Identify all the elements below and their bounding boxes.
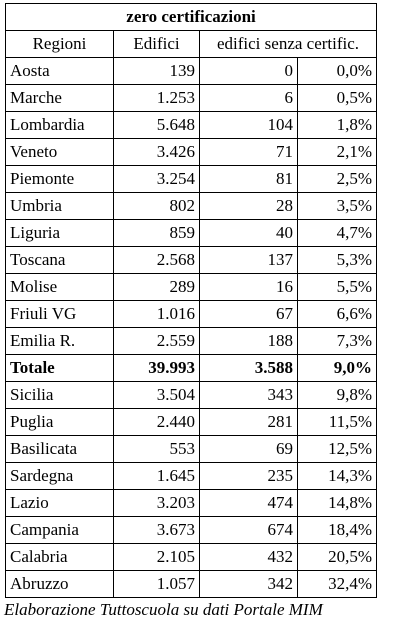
buildings-cell: 802 xyxy=(114,193,200,220)
region-cell: Toscana xyxy=(6,247,114,274)
table-row xyxy=(6,139,377,166)
region-cell: Basilicata xyxy=(6,436,114,463)
buildings-cell: 3.254 xyxy=(114,166,200,193)
region-cell: Puglia xyxy=(6,409,114,436)
percentage-cell: 7,3% xyxy=(298,328,377,355)
without-cert-cell: 71 xyxy=(200,139,298,166)
without-cert-cell: 432 xyxy=(200,544,298,571)
buildings-cell: 2.105 xyxy=(114,544,200,571)
without-cert-cell: 69 xyxy=(200,436,298,463)
without-cert-cell: 3.588 xyxy=(200,355,298,382)
region-cell: Umbria xyxy=(6,193,114,220)
without-cert-cell: 342 xyxy=(200,571,298,598)
percentage-cell: 18,4% xyxy=(298,517,377,544)
table-row xyxy=(6,58,377,85)
region-cell: Totale xyxy=(6,355,114,382)
buildings-cell: 1.253 xyxy=(114,85,200,112)
region-cell: Emilia R. xyxy=(6,328,114,355)
table-title: zero certificazioni xyxy=(6,4,377,31)
without-cert-cell: 104 xyxy=(200,112,298,139)
percentage-cell: 4,7% xyxy=(298,220,377,247)
buildings-cell: 859 xyxy=(114,220,200,247)
buildings-cell: 3.504 xyxy=(114,382,200,409)
column-header-regions: Regioni xyxy=(6,31,114,58)
buildings-cell: 39.993 xyxy=(114,355,200,382)
without-cert-cell: 235 xyxy=(200,463,298,490)
buildings-cell: 5.648 xyxy=(114,112,200,139)
region-cell: Friuli VG xyxy=(6,301,114,328)
percentage-cell: 12,5% xyxy=(298,436,377,463)
without-cert-cell: 16 xyxy=(200,274,298,301)
percentage-cell: 3,5% xyxy=(298,193,377,220)
region-cell: Liguria xyxy=(6,220,114,247)
table-row xyxy=(6,274,377,301)
without-cert-cell: 188 xyxy=(200,328,298,355)
table-row xyxy=(6,301,377,328)
without-cert-cell: 674 xyxy=(200,517,298,544)
percentage-cell: 11,5% xyxy=(298,409,377,436)
region-cell: Piemonte xyxy=(6,166,114,193)
percentage-cell: 2,1% xyxy=(298,139,377,166)
percentage-cell: 0,0% xyxy=(298,58,377,85)
table-row xyxy=(6,409,377,436)
percentage-cell: 0,5% xyxy=(298,85,377,112)
without-cert-cell: 281 xyxy=(200,409,298,436)
table-row xyxy=(6,382,377,409)
percentage-cell: 14,3% xyxy=(298,463,377,490)
source-caption: Elaborazione Tuttoscuola su dati Portale MIM xyxy=(4,600,323,619)
table-row xyxy=(6,85,377,112)
percentage-cell: 5,3% xyxy=(298,247,377,274)
without-cert-cell: 343 xyxy=(200,382,298,409)
table-row xyxy=(6,571,377,598)
buildings-cell: 3.673 xyxy=(114,517,200,544)
buildings-cell: 553 xyxy=(114,436,200,463)
buildings-cell: 1.057 xyxy=(114,571,200,598)
table-row xyxy=(6,220,377,247)
region-cell: Sicilia xyxy=(6,382,114,409)
without-cert-cell: 6 xyxy=(200,85,298,112)
without-cert-cell: 137 xyxy=(200,247,298,274)
buildings-cell: 2.559 xyxy=(114,328,200,355)
without-cert-cell: 0 xyxy=(200,58,298,85)
table-row xyxy=(6,328,377,355)
table-row xyxy=(6,544,377,571)
buildings-cell: 289 xyxy=(114,274,200,301)
buildings-cell: 139 xyxy=(114,58,200,85)
buildings-cell: 2.568 xyxy=(114,247,200,274)
certification-table xyxy=(5,3,377,598)
buildings-cell: 3.426 xyxy=(114,139,200,166)
buildings-cell: 3.203 xyxy=(114,490,200,517)
region-cell: Sardegna xyxy=(6,463,114,490)
table-row xyxy=(6,166,377,193)
table-row xyxy=(6,193,377,220)
percentage-cell: 2,5% xyxy=(298,166,377,193)
table-row xyxy=(6,247,377,274)
without-cert-cell: 67 xyxy=(200,301,298,328)
region-cell: Marche xyxy=(6,85,114,112)
percentage-cell: 20,5% xyxy=(298,544,377,571)
total-row xyxy=(6,355,377,382)
region-cell: Aosta xyxy=(6,58,114,85)
percentage-cell: 9,0% xyxy=(298,355,377,382)
region-cell: Calabria xyxy=(6,544,114,571)
buildings-cell: 1.645 xyxy=(114,463,200,490)
buildings-cell: 1.016 xyxy=(114,301,200,328)
table-row xyxy=(6,517,377,544)
percentage-cell: 9,8% xyxy=(298,382,377,409)
without-cert-cell: 81 xyxy=(200,166,298,193)
percentage-cell: 14,8% xyxy=(298,490,377,517)
region-cell: Veneto xyxy=(6,139,114,166)
column-header-buildings: Edifici xyxy=(114,31,200,58)
region-cell: Molise xyxy=(6,274,114,301)
table-row xyxy=(6,490,377,517)
region-cell: Abruzzo xyxy=(6,571,114,598)
table-body xyxy=(6,58,377,598)
percentage-cell: 5,5% xyxy=(298,274,377,301)
without-cert-cell: 40 xyxy=(200,220,298,247)
without-cert-cell: 474 xyxy=(200,490,298,517)
region-cell: Campania xyxy=(6,517,114,544)
percentage-cell: 6,6% xyxy=(298,301,377,328)
column-header-without-cert: edifici senza certific. xyxy=(200,31,377,58)
without-cert-cell: 28 xyxy=(200,193,298,220)
table-row xyxy=(6,463,377,490)
percentage-cell: 1,8% xyxy=(298,112,377,139)
percentage-cell: 32,4% xyxy=(298,571,377,598)
table-row xyxy=(6,436,377,463)
table-header-row xyxy=(6,31,377,58)
region-cell: Lombardia xyxy=(6,112,114,139)
buildings-cell: 2.440 xyxy=(114,409,200,436)
region-cell: Lazio xyxy=(6,490,114,517)
table-row xyxy=(6,112,377,139)
table-title-row xyxy=(6,4,377,31)
